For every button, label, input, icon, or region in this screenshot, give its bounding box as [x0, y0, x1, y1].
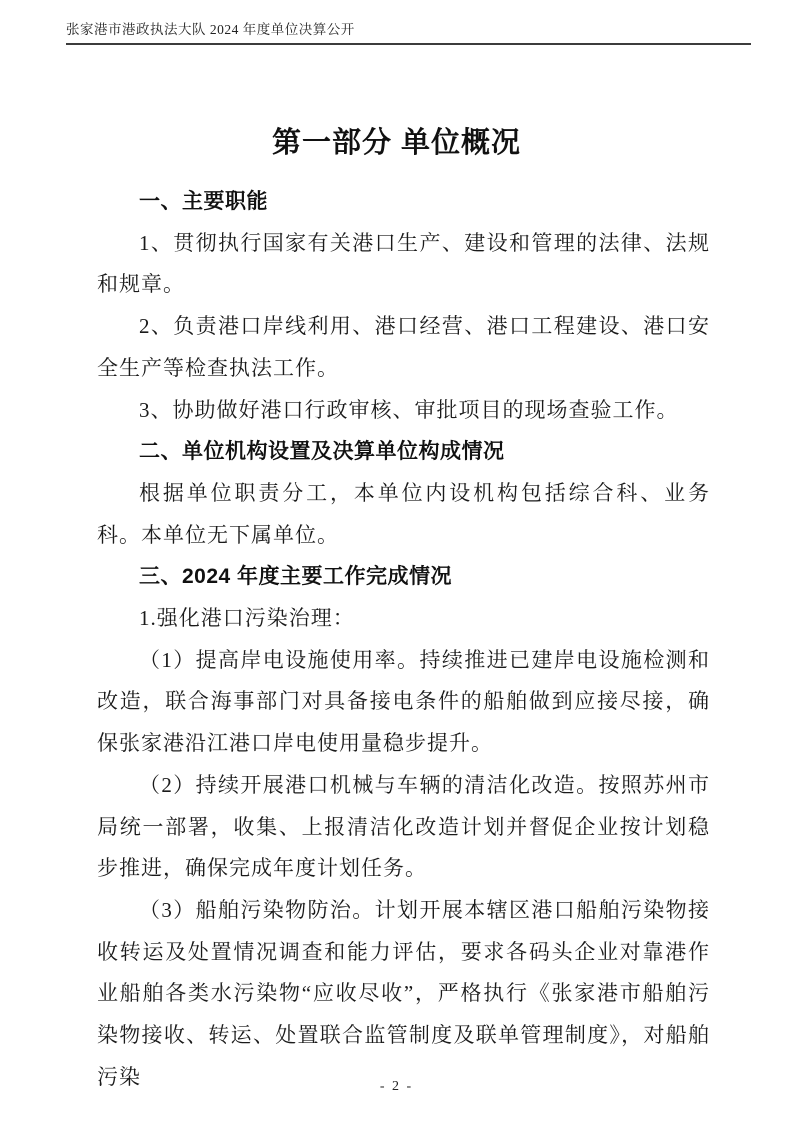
paragraph: 1、贯彻执行国家有关港口生产、建设和管理的法律、法规和规章。 [97, 230, 710, 297]
paragraph: 3、协助做好港口行政审核、审批项目的现场查验工作。 [139, 397, 679, 422]
paragraph: （1）提高岸电设施使用率。持续推进已建岸电设施检测和改造，联合海事部门对具备接电条件的船舶做到应接尽接，确保张家港沿江港口岸电使用量稳步提升。 [97, 647, 710, 756]
header-title: 张家港市港政执法大队 2024 年度单位决算公开 [66, 22, 355, 37]
paragraph: 2、负责港口岸线利用、港口经营、港口工程建设、港口安全生产等检查执法工作。 [97, 314, 710, 380]
page-number: - 2 - [379, 1079, 414, 1094]
section-heading-org-structure: 二、单位机构设置及决算单位构成情况 [139, 440, 505, 464]
section-heading-main-functions: 一、主要职能 [139, 190, 268, 213]
paragraph: 根据单位职责分工，本单位内设机构包括综合科、业务科。本单位无下属单位。 [97, 480, 710, 547]
page-header [66, 18, 751, 45]
document-body [97, 181, 710, 1098]
paragraph: （2）持续开展港口机械与车辆的清洁化改造。按照苏州市局统一部署，收集、上报清洁化改造计划并督促企业按计划稳步推进，确保完成年度计划任务。 [97, 772, 710, 881]
document-title: 第一部分 单位概况 [271, 127, 522, 159]
paragraph: 1.强化港口污染治理： [139, 606, 355, 631]
section-heading-2024-work-completion: 三、2024 年度主要工作完成情况 [139, 565, 453, 589]
page-footer [0, 1079, 793, 1095]
paragraph: （3）船舶污染物防治。计划开展本辖区港口船舶污染物接收转运及处置情况调查和能力评估，要求各码头企业对靠港作业船舶各类水污染物“应收尽收”，严格执行《张家港市船舶污染物接收、转运、处置联合监管制度及联单管理制度》，对船舶污染 [97, 897, 710, 1089]
